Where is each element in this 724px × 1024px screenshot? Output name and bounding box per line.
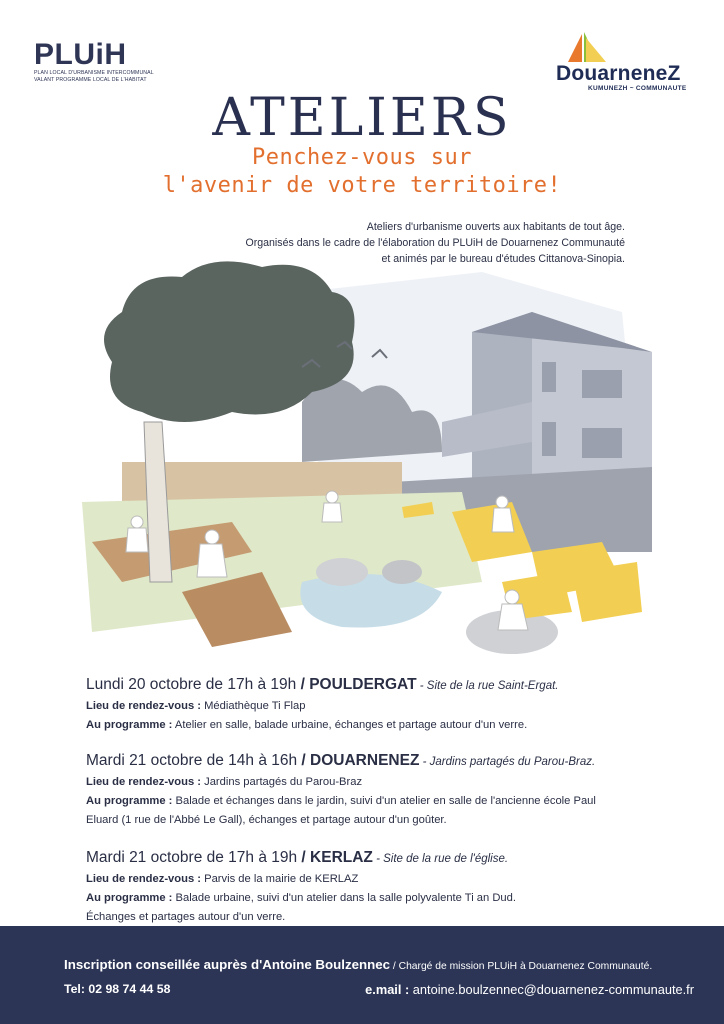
logo-name-start: Douarnene (556, 62, 668, 85)
programme-value: Atelier en salle, balade urbaine, échanges et partage autour d'un verre. (172, 719, 528, 731)
event-site: - Site de la rue de l'église. (372, 853, 509, 865)
intro-line: Ateliers d'urbanisme ouverts aux habitants de tout âge. (366, 221, 625, 233)
event-date: Mardi 21 octobre de 14h à 16h (86, 752, 298, 769)
event-separator: / (296, 676, 310, 693)
douarnenez-logo-name (556, 62, 681, 86)
phone-number[interactable]: Tel: 02 98 74 44 58 (64, 982, 171, 996)
rdv-label: Lieu de rendez-vous : (86, 776, 201, 788)
intro-line: Organisés dans le cadre de l'élaboration du PLUiH de Douarnenez Communauté (245, 237, 625, 249)
pluih-logo-name: PLUiH (34, 38, 127, 71)
event-programme-continued: Eluard (1 rue de l'Abbé Le Gall), échanges et partage autour d'un goûter. (86, 814, 447, 826)
programme-label: Au programme : (86, 795, 173, 807)
programme-value: Balade urbaine, suivi d'un atelier dans la salle polyvalente Ti an Dud. (172, 892, 516, 904)
rdv-value: Jardins partagés du Parou-Braz (201, 776, 363, 788)
event-pouldergat (86, 674, 686, 735)
event-programme-continued: Échanges et partages autour d'un verre. (86, 911, 286, 923)
subtitle-line2: l'avenir de votre territoire! (162, 173, 562, 198)
rdv-value: Parvis de la mairie de KERLAZ (201, 873, 359, 885)
contact-footer (0, 926, 724, 1024)
page-title: ATELIERS (212, 88, 512, 148)
event-douarnenez (86, 750, 686, 830)
event-rdv (86, 697, 686, 716)
event-place: KERLAZ (310, 849, 373, 866)
subtitle-line1: Penchez-vous sur (252, 145, 472, 170)
event-separator: / (297, 849, 311, 866)
event-kerlaz (86, 847, 686, 927)
event-programme (86, 889, 686, 908)
douarnenez-logo (550, 34, 700, 94)
event-heading (86, 847, 686, 870)
douarnenez-logo-sub: KUMUNEZH ~ COMMUNAUTE (588, 85, 687, 92)
inscription-contact: Inscription conseillée auprès d'Antoine Boulzennec (64, 957, 391, 972)
event-date: Lundi 20 octobre de 17h à 19h (86, 676, 297, 693)
event-rdv (86, 870, 686, 889)
event-site: - Site de la rue Saint-Ergat. (416, 680, 559, 692)
email-link[interactable]: antoine.boulzennec@douarnenez-communaute.fr (409, 982, 694, 997)
garden-illustration (62, 252, 662, 672)
event-separator: / (297, 752, 311, 769)
pluih-logo-line1: PLAN LOCAL D'URBANISME INTERCOMMUNAL (34, 70, 154, 76)
intro-line: et animés par le bureau d'études Cittanova-Sinopia. (381, 253, 625, 265)
event-rdv (86, 773, 686, 792)
event-place: POULDERGAT (309, 676, 417, 693)
pluih-logo (34, 40, 154, 84)
event-site: - Jardins partagés du Parou-Braz. (419, 756, 596, 768)
email-line (365, 982, 694, 997)
inscription-role: / Chargé de mission PLUiH à Douarnenez Communauté. (390, 961, 653, 972)
logo-name-end: Z (667, 62, 681, 85)
event-place: DOUARNENEZ (310, 752, 420, 769)
email-label: e.mail : (365, 982, 410, 997)
programme-value: Balade et échanges dans le jardin, suivi d'un atelier en salle de l'ancienne école Paul (172, 795, 596, 807)
pluih-logo-line2: VALANT PROGRAMME LOCAL DE L'HABITAT (34, 77, 147, 83)
event-date: Mardi 21 octobre de 17h à 19h (86, 849, 298, 866)
event-heading (86, 674, 686, 697)
inscription-line (64, 957, 652, 972)
event-programme (86, 792, 686, 811)
programme-label: Au programme : (86, 719, 173, 731)
rdv-label: Lieu de rendez-vous : (86, 700, 201, 712)
event-heading (86, 750, 686, 773)
programme-label: Au programme : (86, 892, 173, 904)
event-programme (86, 716, 686, 735)
sail-icon (556, 32, 616, 64)
rdv-value: Médiathèque Ti Flap (201, 700, 306, 712)
rdv-label: Lieu de rendez-vous : (86, 873, 201, 885)
